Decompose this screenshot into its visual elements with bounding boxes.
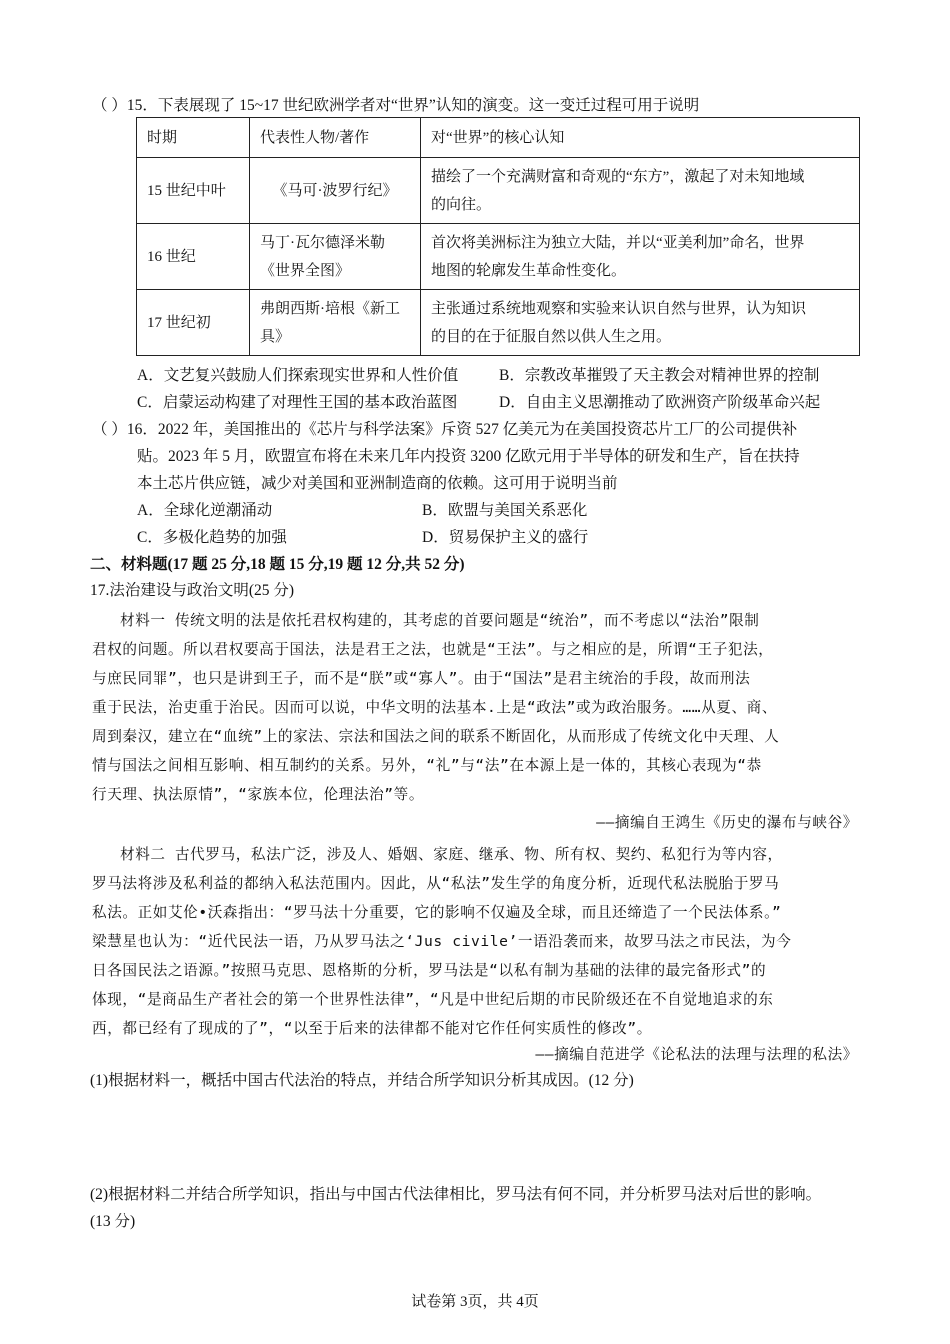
question-17-title: 17.法治建设与政治文明(25 分) (90, 582, 295, 599)
material-1-line: 情与国法之间相互影响、相互制约的关系。另外，“礼”与“法”在本源上是一体的，其核心表现为“恭 (92, 757, 762, 774)
material-1-line: 与庶民同罪”，也只是讲到王子，而不是“朕”或“寡人”。由于“国法”是君主统治的手段，故而刑法 (92, 670, 751, 687)
table-row (137, 158, 860, 224)
section-title: 二、材料题(17 题 25 分,18 题 15 分,19 题 12 分,共 52 分) (90, 556, 465, 573)
sub-question-2: (2)根据材料二并结合所学知识，指出与中国古代法律相比，罗马法有何不同，并分析罗马法对后世的影响。 (90, 1186, 822, 1203)
table-row (137, 290, 860, 356)
question-16-stem-cont: 贴。2023 年 5 月，欧盟宣布将在未来几年内投资 3200 亿欧元用于半导体的研发和生产，旨在扶持 (137, 448, 800, 465)
table-header-row (137, 118, 860, 158)
option-b: B．宗教改革摧毁了天主教会对精神世界的控制 (499, 367, 820, 384)
cognition-cell: 主张通过系统地观察和实验来认识自然与世界，认为知识 的目的在于征服自然以供人生之用。 (421, 290, 860, 356)
material-2-line: 材料二 古代罗马，私法广泛，涉及人、婚姻、家庭、继承、物、所有权、契约、私犯行为等内容， (120, 846, 783, 863)
period-cell: 16 世纪 (137, 224, 250, 290)
option-a: A．文艺复兴鼓励人们探索现实世界和人性价值 (137, 367, 459, 384)
period-cell: 15 世纪中叶 (137, 158, 250, 224)
cognition-cell: 描绘了一个充满财富和奇观的“东方”，激起了对未知地域 的向往。 (421, 158, 860, 224)
question-16-stem: （ ）16．2022 年，美国推出的《芯片与科学法案》斥资 527 亿美元为在美国投资芯片工厂的公司提供补 (92, 421, 798, 438)
page-footer: 试卷第 3页，共 4页 (411, 1294, 539, 1310)
question-16-stem-cont: 本土芯片供应链，减少对美国和亚洲制造商的依赖。这可用于说明当前 (137, 475, 618, 492)
table-header-cell: 时期 (137, 118, 250, 158)
table-row (137, 224, 860, 290)
table-header-cell: 代表性人物/著作 (250, 118, 421, 158)
cognition-cell: 首次将美洲标注为独立大陆，并以“亚美利加”命名，世界 地图的轮廓发生革命性变化。 (421, 224, 860, 290)
figure-cell: 《马可·波罗行纪》 (250, 158, 421, 224)
material-2-line: 罗马法将涉及私利益的都纳入私法范围内。因此，从“私法”发生学的角度分析，近现代私法脱胎于罗马 (92, 875, 780, 892)
figure-cell: 马丁·瓦尔德泽米勒 《世界全图》 (250, 224, 421, 290)
sub-question-1: (1)根据材料一，概括中国古代法治的特点，并结合所学知识分析其成因。(12 分) (90, 1072, 634, 1089)
option-a: A．全球化逆潮涌动 (137, 502, 273, 519)
material-2-line: 西，都已经有了现成的了”，“以至于后来的法律都不能对它作任何实质性的修改”。 (92, 1020, 652, 1037)
material-1-line: 行天理、执法原情”，“家族本位，伦理法治”等。 (92, 786, 425, 803)
table-header-cell: 对“世界”的核心认知 (421, 118, 860, 158)
material-1-source: ——摘编自王鸿生《历史的瀑布与峡谷》 (596, 814, 858, 831)
material-2-line: 私法。正如艾伦•沃森指出：“罗马法十分重要，它的影响不仅遍及全球，而且还缔造了一个民法体系。” (92, 904, 782, 921)
option-b: B．欧盟与美国关系恶化 (422, 502, 588, 519)
sub-question-2-cont: (13 分) (90, 1213, 136, 1230)
answer-blank: （ ） (92, 421, 127, 438)
option-d: D．贸易保护主义的盛行 (422, 529, 589, 546)
question-15-table (136, 117, 860, 356)
material-1-line: 周到秦汉，建立在“血统”上的家法、宗法和国法之间的联系不断固化，从而形成了传统文化中天理、人 (92, 728, 780, 745)
question-15-stem: （ ）15．下表展现了 15~17 世纪欧洲学者对“世界”认知的演变。这一变迁过程可用于说明 (92, 97, 700, 114)
material-1-line: 重于民法，治吏重于治民。因而可以说，中华文明的法基本.上是“政法”或为政治服务。……从夏、商、 (92, 699, 778, 716)
material-2-source: ——摘编自范进学《论私法的法理与法理的私法》 (535, 1046, 858, 1063)
material-2-line: 日各国民法之语源。”按照马克思、恩格斯的分析，罗马法是“以私有制为基础的法律的最完备形式”的 (92, 962, 767, 979)
option-d: D．自由主义思潮推动了欧洲资产阶级革命兴起 (499, 394, 821, 411)
material-2-line: 梁慧星也认为：“近代民法一语，乃从罗马法之‘Jus civile’一语沿袭而来，故罗马法之市民法，为今 (92, 933, 792, 950)
material-1-line: 材料一 传统文明的法是依托君权构建的，其考虑的首要问题是“统治”，而不考虑以“法治”限制 (120, 612, 760, 629)
material-1-line: 君权的问题。所以君权要高于国法，法是君王之法，也就是“王法”。与之相应的是，所谓“王子犯法， (92, 641, 774, 658)
answer-blank: （ ） (92, 97, 127, 114)
option-c: C．多极化趋势的加强 (137, 529, 287, 546)
material-2-line: 体现，“是商品生产者社会的第一个世界性法律”，“凡是中世纪后期的市民阶级还在不自觉地追求的东 (92, 991, 774, 1008)
figure-cell: 弗朗西斯·培根《新工 具》 (250, 290, 421, 356)
period-cell: 17 世纪初 (137, 290, 250, 356)
option-c: C．启蒙运动构建了对理性王国的基本政治蓝图 (137, 394, 458, 411)
